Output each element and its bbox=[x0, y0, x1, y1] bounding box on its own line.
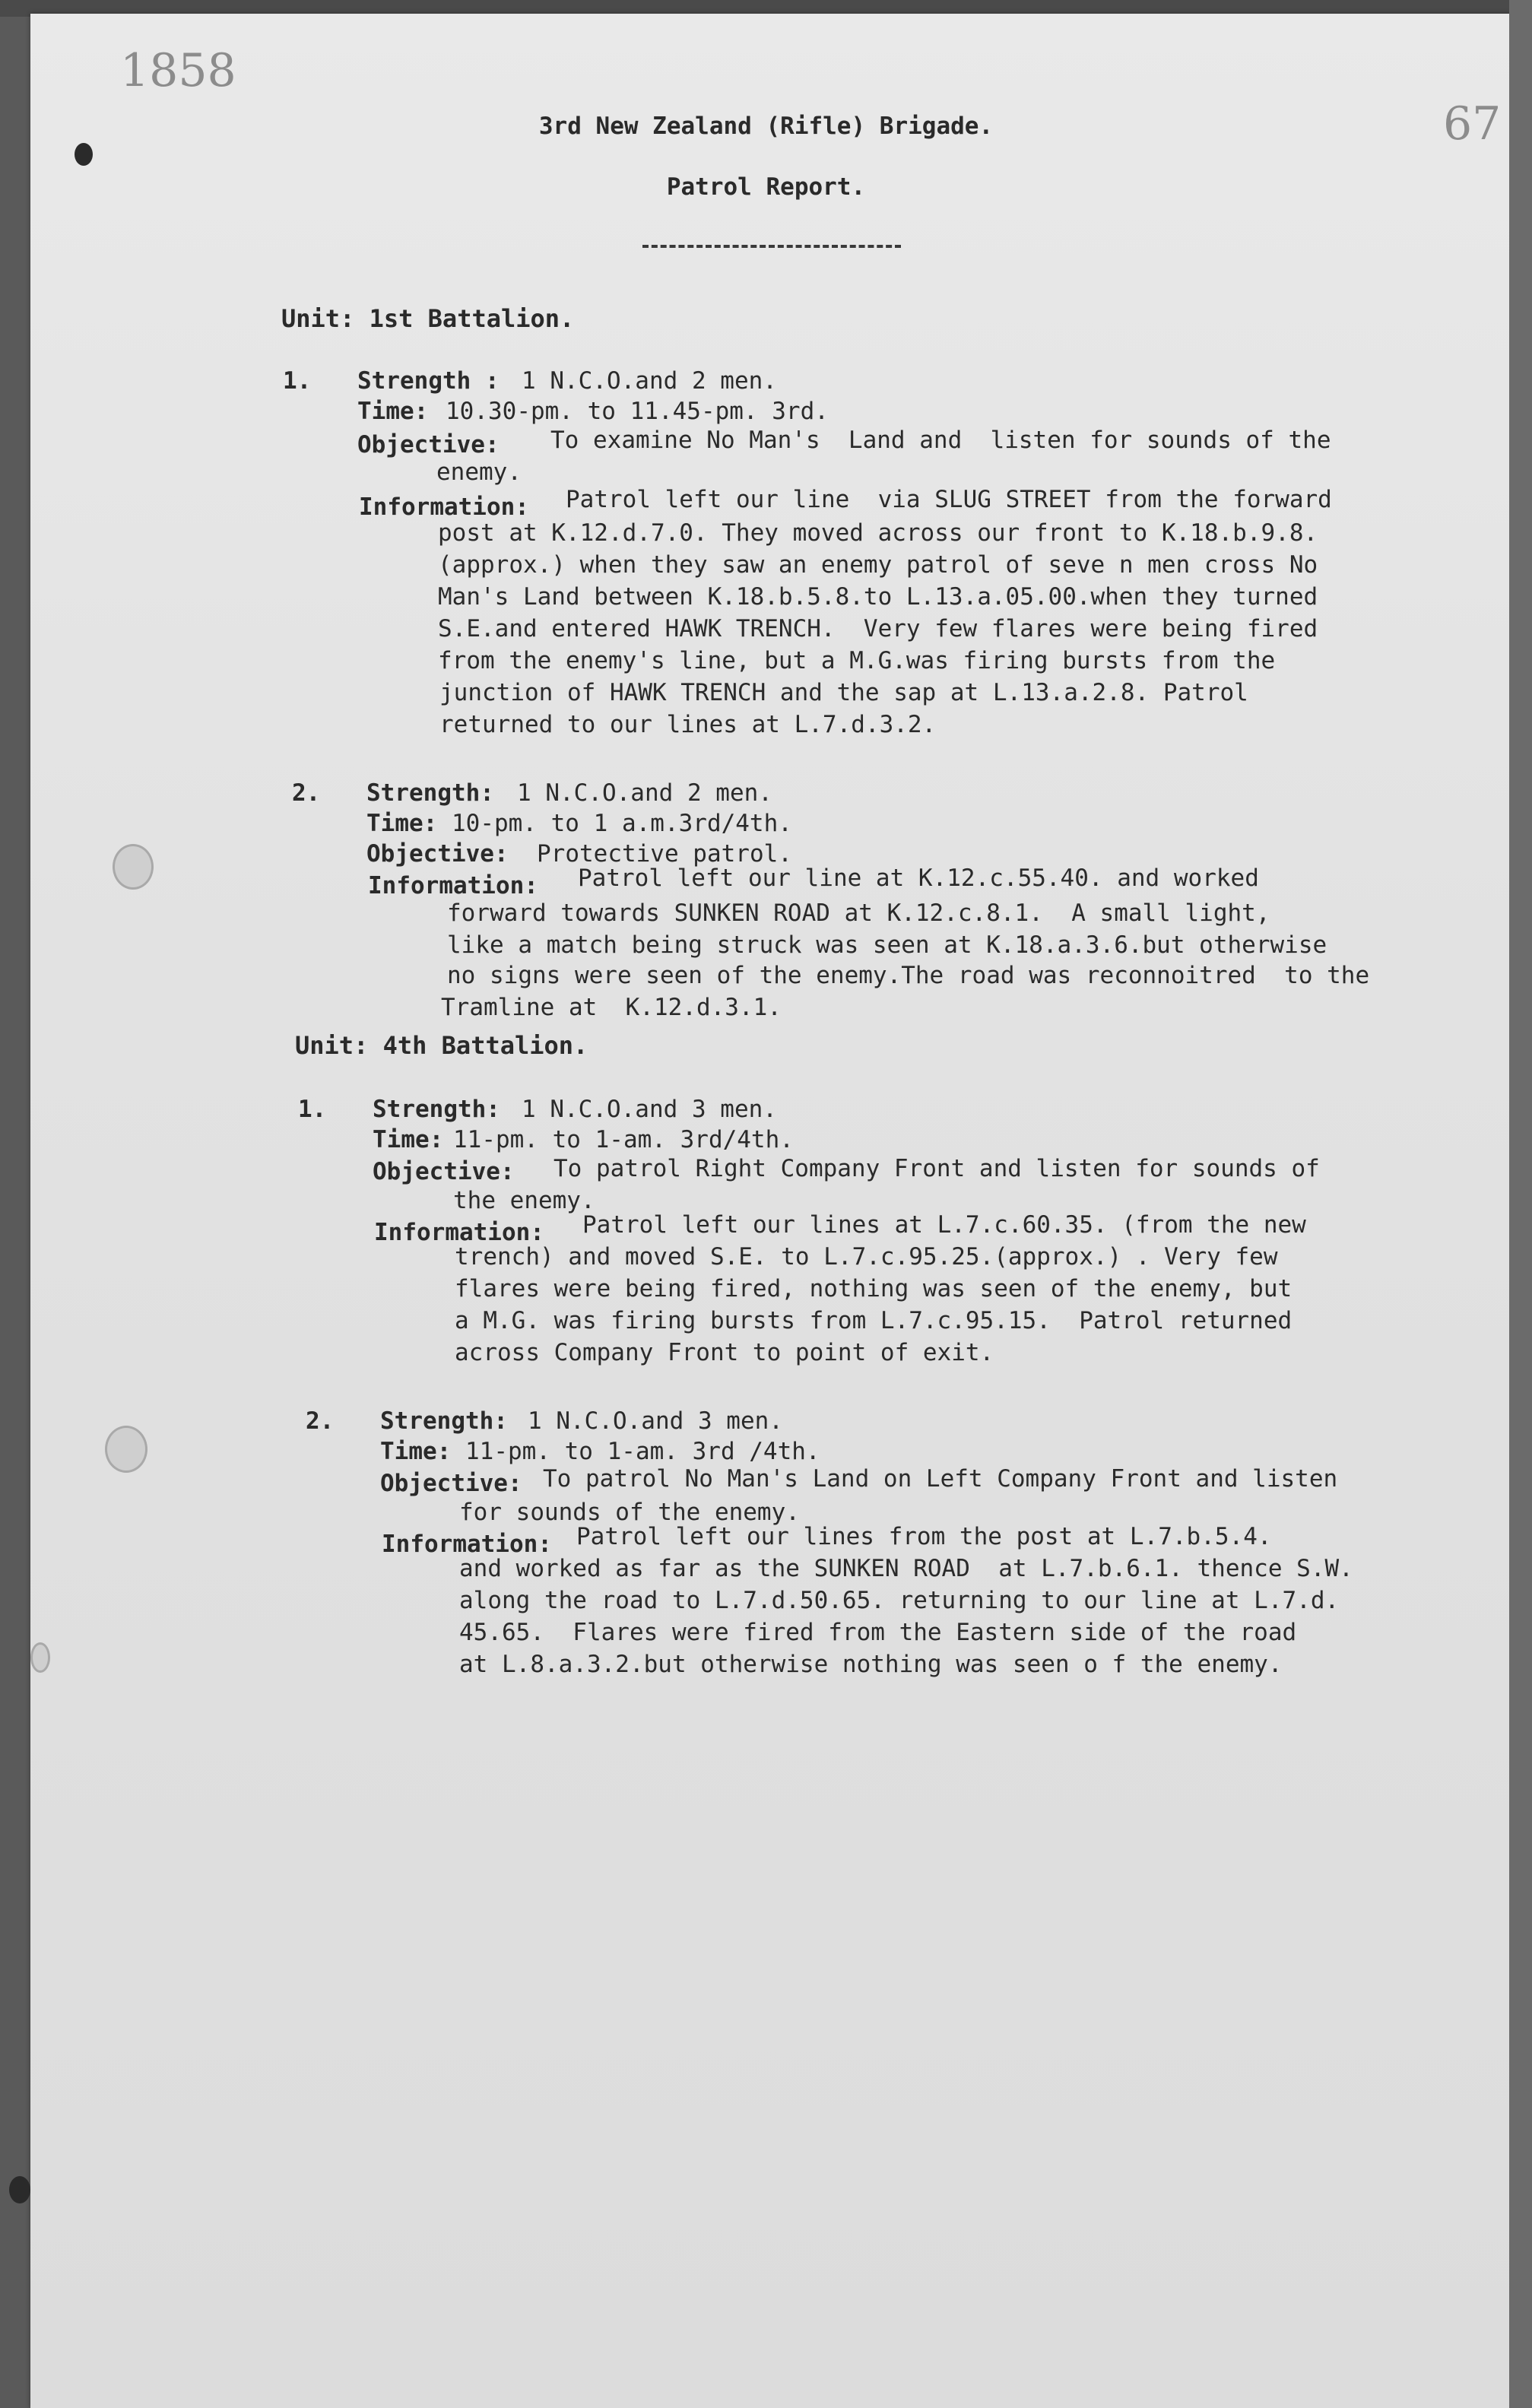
information-label: Information: bbox=[382, 1531, 552, 1558]
information-text: Patrol left our lines at L.7.c.60.35. (from the new bbox=[582, 1211, 1306, 1239]
strength-value: 1 N.C.O.and 2 men. bbox=[517, 779, 772, 807]
information-text: 45.65. Flares were fired from the Eastern side of the road bbox=[459, 1619, 1297, 1646]
information-text: from the enemy's line, but a M.G.was firing bursts from the bbox=[438, 647, 1276, 674]
information-text: forward towards SUNKEN ROAD at K.12.c.8.1. A small light, bbox=[447, 899, 1270, 927]
information-text: Man's Land between K.18.b.5.8.to L.13.a.05.00.when they turned bbox=[438, 583, 1318, 611]
objective-text: To examine No Man's Land and listen for sounds of the bbox=[550, 427, 1331, 454]
objective-text: the enemy. bbox=[453, 1187, 595, 1214]
objective-text: enemy. bbox=[436, 458, 522, 486]
information-label: Information: bbox=[359, 493, 529, 521]
information-text: flares were being fired, nothing was seen of the enemy, but bbox=[455, 1275, 1293, 1302]
scan-edge-right bbox=[1509, 0, 1532, 2408]
objective-text: To patrol Right Company Front and listen for sounds of bbox=[553, 1155, 1320, 1182]
strength-value: 1 N.C.O.and 3 men. bbox=[522, 1096, 777, 1123]
time-value: 10.30-pm. to 11.45-pm. 3rd. bbox=[446, 398, 829, 425]
time-label: Time: bbox=[380, 1438, 452, 1465]
information-text: at L.8.a.3.2.but otherwise nothing was seen o f the enemy. bbox=[459, 1651, 1283, 1678]
punch-hole-mark bbox=[75, 143, 93, 166]
time-value: 11-pm. to 1-am. 3rd /4th. bbox=[465, 1438, 820, 1465]
information-label: Information: bbox=[368, 872, 538, 899]
information-text: like a match being struck was seen at K.18.a.3.6.but otherwise bbox=[447, 931, 1327, 959]
unit-heading: Unit: 1st Battalion. bbox=[281, 304, 575, 333]
punch-hole bbox=[113, 844, 154, 890]
time-label: Time: bbox=[366, 810, 438, 837]
information-text: no signs were seen of the enemy.The road was reconnoitred to the bbox=[447, 962, 1370, 989]
strength-value: 1 N.C.O.and 3 men. bbox=[528, 1407, 783, 1435]
objective-label: Objective: bbox=[357, 431, 500, 458]
document-subtitle: Patrol Report. bbox=[666, 173, 866, 201]
strength-label: Strength: bbox=[366, 779, 494, 807]
time-value: 11-pm. to 1-am. 3rd/4th. bbox=[453, 1126, 794, 1153]
entry-number: 2. bbox=[306, 1407, 335, 1435]
time-label: Time: bbox=[373, 1126, 444, 1153]
punch-hole bbox=[105, 1426, 147, 1473]
unit-heading: Unit: 4th Battalion. bbox=[295, 1031, 588, 1060]
entry-number: 1. bbox=[298, 1096, 327, 1123]
objective-text: To patrol No Man's Land on Left Company Front and listen bbox=[543, 1465, 1338, 1493]
information-text: Patrol left our line via SLUG STREET from the forward bbox=[566, 486, 1332, 513]
strength-value: 1 N.C.O.and 2 men. bbox=[522, 367, 777, 395]
information-text: Patrol left our lines from the post at L.7.b.5.4. bbox=[576, 1523, 1272, 1550]
strength-label: Strength: bbox=[380, 1407, 508, 1435]
information-text: S.E.and entered HAWK TRENCH. Very few flares were being fired bbox=[438, 615, 1318, 642]
folio-number: 67 bbox=[1443, 97, 1502, 151]
information-label: Information: bbox=[374, 1219, 544, 1246]
entry-number: 2. bbox=[292, 779, 321, 807]
objective-label: Objective: bbox=[380, 1470, 522, 1497]
information-text: and worked as far as the SUNKEN ROAD at L.7.b.6.1. thence S.W. bbox=[459, 1555, 1353, 1582]
objective-label: Objective: bbox=[366, 840, 509, 868]
entry-number: 1. bbox=[283, 367, 312, 395]
objective-label: Objective: bbox=[373, 1158, 515, 1185]
information-text: trench) and moved S.E. to L.7.c.95.25.(approx.) . Very few bbox=[455, 1243, 1278, 1271]
time-label: Time: bbox=[357, 398, 429, 425]
information-text: across Company Front to point of exit. bbox=[455, 1339, 994, 1366]
information-text: Patrol left our line at K.12.c.55.40. and worked bbox=[578, 865, 1259, 892]
information-text: along the road to L.7.d.50.65. returning to our line at L.7.d. bbox=[459, 1587, 1340, 1614]
information-text: junction of HAWK TRENCH and the sap at L.13.a.2.8. Patrol bbox=[439, 679, 1248, 706]
information-text: post at K.12.d.7.0. They moved across our front to K.18.b.9.8. bbox=[438, 519, 1318, 547]
punch-hole bbox=[30, 1642, 50, 1673]
archive-page-number: 1858 bbox=[120, 44, 236, 97]
time-value: 10-pm. to 1 a.m.3rd/4th. bbox=[452, 810, 792, 837]
information-text: Tramline at K.12.d.3.1. bbox=[441, 994, 782, 1021]
punch-hole-mark bbox=[9, 2176, 30, 2203]
strength-label: Strength : bbox=[357, 367, 500, 395]
title-rule bbox=[642, 245, 901, 248]
strength-label: Strength: bbox=[373, 1096, 500, 1123]
information-text: returned to our lines at L.7.d.3.2. bbox=[439, 711, 937, 738]
information-text: (approx.) when they saw an enemy patrol of seve n men cross No bbox=[438, 551, 1318, 579]
objective-text: for sounds of the enemy. bbox=[459, 1499, 800, 1526]
information-text: a M.G. was firing bursts from L.7.c.95.15. Patrol returned bbox=[455, 1307, 1293, 1334]
document-title: 3rd New Zealand (Rifle) Brigade. bbox=[538, 113, 994, 140]
objective-text: Protective patrol. bbox=[537, 840, 792, 868]
